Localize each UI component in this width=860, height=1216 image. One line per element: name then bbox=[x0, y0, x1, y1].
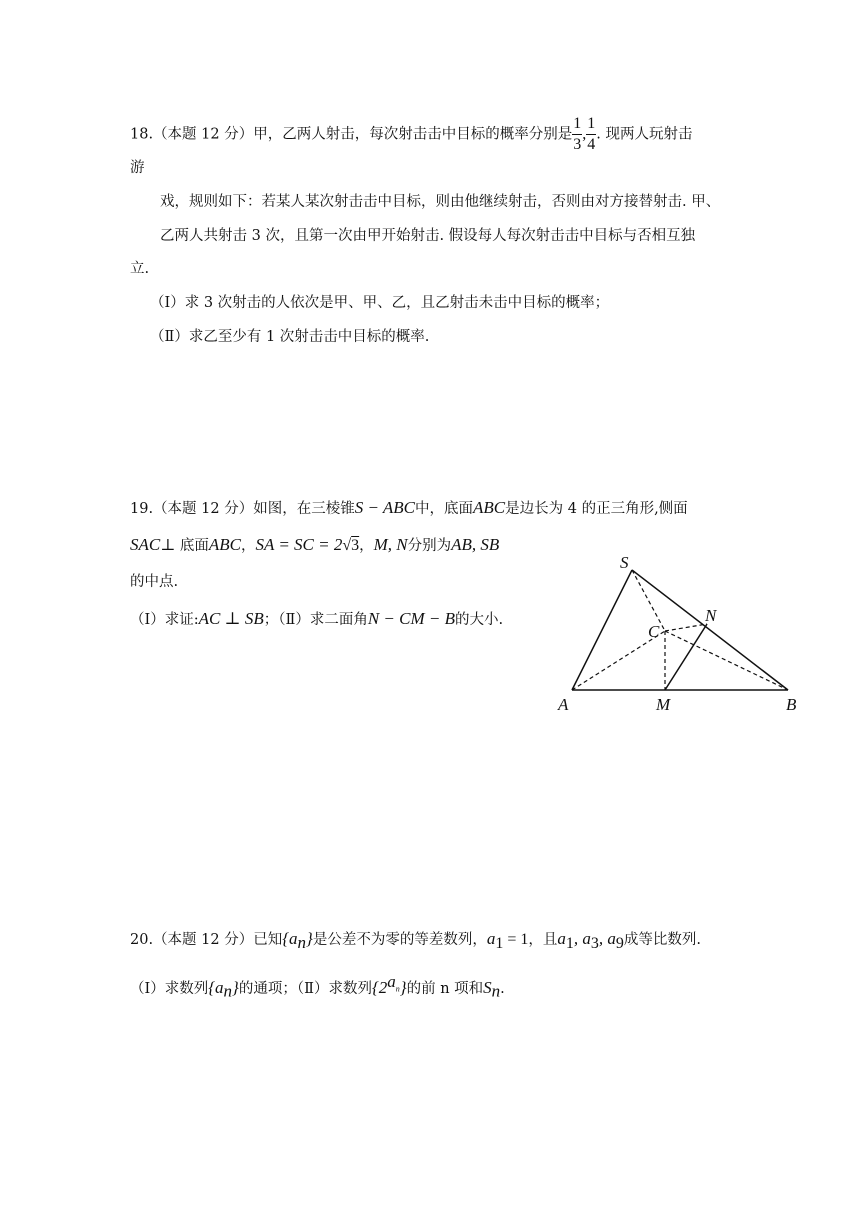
q18-part1: （Ⅰ）求 3 次射击的人依次是甲、甲、乙，且乙射击未击中目标的概率； bbox=[150, 295, 610, 311]
q18-line4: 乙两人共射击 3 次，且第一次由甲开始射击. 假设每人每次射击击中目标与否相互独 bbox=[160, 228, 696, 244]
q19-line3: 的中点. bbox=[130, 574, 179, 590]
label-M: M bbox=[656, 695, 671, 714]
label-N: N bbox=[705, 606, 717, 625]
label-A: A bbox=[558, 695, 569, 714]
label-C: C bbox=[648, 622, 660, 641]
q18-line5: 立. bbox=[130, 261, 150, 277]
label-S: S bbox=[620, 553, 629, 572]
q19-line2: SAC⊥ 底面ABC，SA = SC = 2√3，M, N分别为AB, SB bbox=[130, 535, 500, 554]
q20-line2: （Ⅰ）求数列$\{a_n\}$的通项；（Ⅱ）求数列$\{2^{a_n}\}$的前 n 项和$S_n$. bbox=[130, 972, 505, 1001]
label-B: B bbox=[786, 695, 797, 714]
fraction-one-third: $\frac{1}{3}$ bbox=[573, 115, 582, 153]
q18-line2: 游 bbox=[130, 160, 145, 176]
q18-head: 18.（本题 12 分）甲，乙两人射击，每次射击击中目标的概率分别是 bbox=[130, 126, 573, 143]
edge-SA bbox=[572, 570, 632, 690]
q19-line1: 19.（本题 12 分）如图，在三棱锥S − ABC中，底面ABC是边长为 4 的正三角形,侧面 bbox=[130, 498, 688, 517]
q18-part2: （Ⅱ）求乙至少有 1 次射击击中目标的概率. bbox=[150, 329, 430, 345]
edge-MN bbox=[665, 624, 707, 690]
q18-line3: 戏，规则如下：若某人某次射击击中目标，则由他继续射击，否则由对方接替射击. 甲、 bbox=[160, 194, 721, 210]
edge-CN bbox=[665, 624, 707, 631]
fraction-one-quarter: $\frac{1}{4}$ bbox=[587, 115, 596, 153]
q20-line1: 20.（本题 12 分）已知$\{a_n\}$是公差不为零的等差数列，$a_1 = 1$，且$a_1$, $a_3$, $a_9$成等比数列. bbox=[130, 929, 701, 952]
q18-line1: 18.（本题 12 分）甲，乙两人射击，每次射击击中目标的概率分别是 $\frac{1}{3}$ , $\frac{1}{4}$ . 现两人玩射击 bbox=[130, 115, 693, 153]
q19-line4: （Ⅰ）求证:AC ⊥ SB；（Ⅱ）求二面角N − CM − B的大小. bbox=[130, 609, 504, 628]
